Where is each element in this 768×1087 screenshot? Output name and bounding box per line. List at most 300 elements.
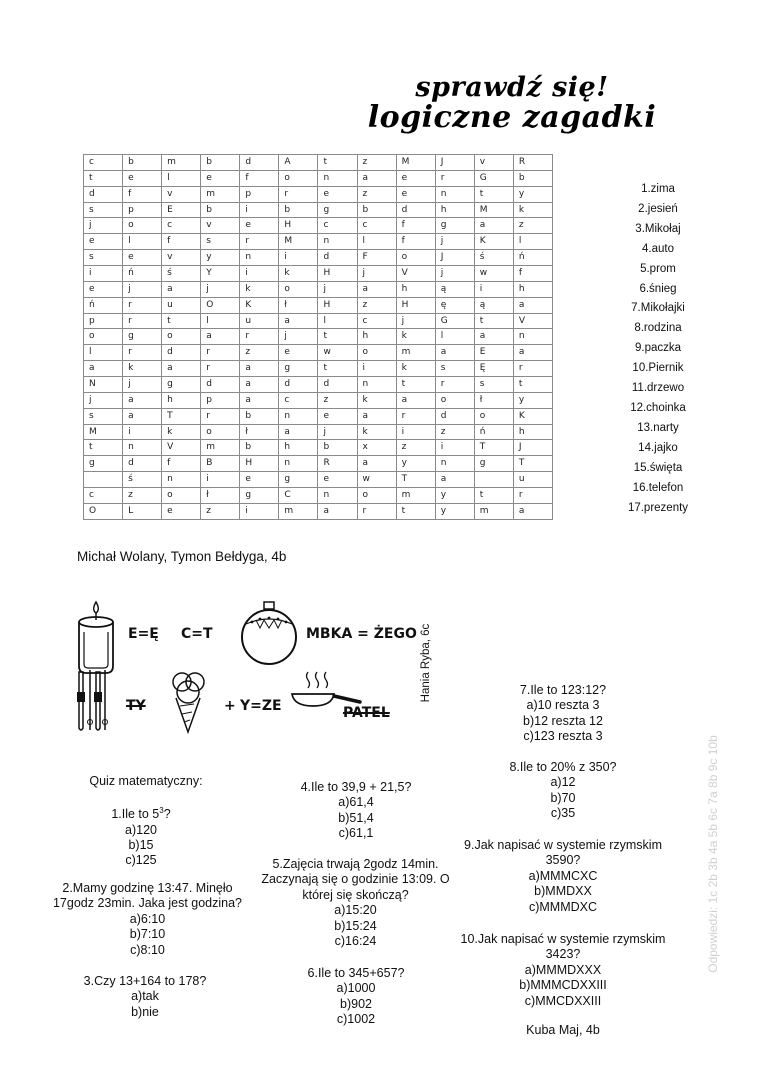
- grid-cell: e: [201, 170, 240, 186]
- grid-cell: r: [123, 297, 162, 313]
- grid-cell: d: [279, 377, 318, 393]
- grid-cell: a: [201, 329, 240, 345]
- grid-cell: J: [435, 155, 474, 171]
- grid-cell: p: [201, 392, 240, 408]
- grid-cell: ł: [474, 392, 513, 408]
- rebus-eq-mbka: MBKA = ŻEGO: [306, 626, 417, 642]
- grid-cell: d: [201, 377, 240, 393]
- grid-cell: l: [162, 170, 201, 186]
- grid-cell: c: [357, 218, 396, 234]
- grid-cell: l: [435, 329, 474, 345]
- grid-cell: ś: [162, 266, 201, 282]
- grid-cell: r: [123, 313, 162, 329]
- quiz-question-6: [286, 966, 426, 1028]
- grid-cell: a: [357, 456, 396, 472]
- grid-cell: t: [396, 377, 435, 393]
- grid-cell: ł: [279, 297, 318, 313]
- grid-cell: b: [357, 202, 396, 218]
- q9-line-2: 3590?: [545, 853, 581, 868]
- grid-row: [84, 250, 553, 266]
- grid-cell: H: [240, 456, 279, 472]
- grid-cell: f: [513, 266, 552, 282]
- grid-cell: e: [318, 472, 357, 488]
- word-list-item: 11.drzewo: [631, 382, 685, 395]
- grid-cell: o: [123, 218, 162, 234]
- grid-cell: v: [162, 250, 201, 266]
- grid-cell: r: [201, 408, 240, 424]
- bauble-icon: [240, 600, 298, 666]
- grid-cell: z: [123, 488, 162, 504]
- grid-cell: n: [240, 250, 279, 266]
- word-list-item: 4.auto: [642, 242, 674, 255]
- grid-cell: g: [435, 218, 474, 234]
- quiz-question-9: [448, 838, 678, 915]
- q2-answer-a: a)6:10: [129, 911, 166, 926]
- q10-answer-b: b)MMMCDXXIII: [519, 978, 607, 993]
- grid-row: [84, 186, 553, 202]
- q3-answer-b: b)nie: [131, 1004, 159, 1019]
- q4-text: 4.Ile to 39,9 + 21,5?: [300, 780, 412, 794]
- grid-row: [84, 297, 553, 313]
- grid-cell: s: [84, 408, 123, 424]
- grid-row: [84, 266, 553, 282]
- grid-cell: c: [84, 488, 123, 504]
- grid-cell: a: [279, 424, 318, 440]
- grid-cell: V: [513, 313, 552, 329]
- word-list-item: 17.prezenty: [627, 501, 689, 514]
- grid-cell: a: [474, 218, 513, 234]
- grid-cell: z: [396, 440, 435, 456]
- q2-line-2: 17godz 23min. Jaka jest godzina?: [52, 896, 242, 911]
- grid-cell: d: [162, 345, 201, 361]
- quiz-question-4: [276, 780, 436, 842]
- grid-cell: h: [162, 392, 201, 408]
- grid-cell: [474, 472, 513, 488]
- grid-cell: y: [396, 456, 435, 472]
- grid-cell: e: [123, 250, 162, 266]
- grid-cell: e: [123, 170, 162, 186]
- q8-text: 8.Ile to 20% z 350?: [509, 760, 617, 774]
- grid-cell: r: [240, 329, 279, 345]
- grid-row: [84, 234, 553, 250]
- grid-cell: l: [357, 234, 396, 250]
- grid-cell: h: [435, 202, 474, 218]
- grid-cell: m: [162, 155, 201, 171]
- grid-cell: k: [396, 329, 435, 345]
- grid-cell: e: [84, 281, 123, 297]
- grid-cell: a: [513, 297, 552, 313]
- quiz-question-10: [448, 932, 678, 1009]
- q10-answer-c: c)MMCDXXIII: [524, 993, 602, 1008]
- grid-cell: b: [201, 155, 240, 171]
- grid-cell: v: [201, 218, 240, 234]
- grid-cell: z: [240, 345, 279, 361]
- word-list-item: 9.paczka: [634, 342, 682, 355]
- grid-cell: d: [318, 250, 357, 266]
- grid-row: [84, 345, 553, 361]
- grid-cell: t: [396, 503, 435, 519]
- grid-cell: j: [123, 281, 162, 297]
- quiz-title: Quiz matematyczny:: [89, 774, 203, 788]
- grid-cell: t: [318, 155, 357, 171]
- q10-line-2: 3423?: [545, 947, 581, 962]
- grid-cell: m: [201, 440, 240, 456]
- q2-answer-b: b)7:10: [129, 927, 166, 942]
- grid-cell: a: [240, 377, 279, 393]
- grid-row: [84, 281, 553, 297]
- grid-cell: f: [396, 218, 435, 234]
- q3-text: 3.Czy 13+164 to 178?: [83, 974, 207, 988]
- grid-cell: b: [201, 202, 240, 218]
- grid-cell: u: [240, 313, 279, 329]
- quiz-question-8: [488, 760, 638, 822]
- grid-cell: i: [396, 424, 435, 440]
- grid-cell: O: [201, 297, 240, 313]
- answers-key: Odpowiedzi: 1c 2b 3b 4a 5b 6c 7a 8b 9c 10b: [706, 735, 720, 973]
- grid-cell: A: [279, 155, 318, 171]
- grid-cell: t: [474, 186, 513, 202]
- grid-cell: k: [162, 424, 201, 440]
- grid-cell: b: [318, 440, 357, 456]
- grid-cell: a: [240, 361, 279, 377]
- grid-cell: t: [474, 488, 513, 504]
- grid-cell: n: [513, 329, 552, 345]
- grid-cell: e: [318, 186, 357, 202]
- grid-cell: N: [84, 377, 123, 393]
- grid-cell: a: [279, 313, 318, 329]
- grid-cell: a: [396, 392, 435, 408]
- grid-cell: t: [513, 377, 552, 393]
- q8-answer-a: a)12: [550, 775, 576, 790]
- grid-cell: e: [396, 170, 435, 186]
- grid-cell: y: [201, 250, 240, 266]
- grid-cell: G: [474, 170, 513, 186]
- grid-cell: ś: [474, 250, 513, 266]
- word-list-item: 2.jesień: [638, 202, 678, 215]
- grid-cell: d: [240, 155, 279, 171]
- grid-cell: w: [357, 472, 396, 488]
- word-search-authors: Michał Wolany, Tymon Bełdyga, 4b: [77, 549, 287, 564]
- grid-row: [84, 440, 553, 456]
- word-list-item: 15.święta: [633, 461, 683, 474]
- word-list-item: 6.śnieg: [639, 282, 677, 295]
- grid-row: [84, 488, 553, 504]
- q5-answer-a: a)15:20: [334, 903, 377, 918]
- grid-cell: l: [201, 313, 240, 329]
- grid-cell: i: [435, 440, 474, 456]
- grid-cell: c: [279, 392, 318, 408]
- grid-row: [84, 329, 553, 345]
- rebus-author: Hania Ryba, 6c: [420, 623, 432, 703]
- grid-cell: t: [162, 313, 201, 329]
- q1-tail: ?: [163, 807, 171, 822]
- grid-cell: y: [435, 503, 474, 519]
- q5-answer-c: c)16:24: [334, 934, 377, 949]
- grid-cell: h: [396, 281, 435, 297]
- grid-cell: d: [435, 408, 474, 424]
- grid-cell: E: [474, 345, 513, 361]
- grid-cell: K: [513, 408, 552, 424]
- title-line-2: logiczne zagadki: [367, 100, 657, 135]
- q5-answer-b: b)15:24: [334, 918, 377, 933]
- rebus-strike-patel: PATEL: [343, 705, 390, 721]
- grid-row: [84, 170, 553, 186]
- grid-cell: [84, 472, 123, 488]
- grid-cell: n: [435, 186, 474, 202]
- grid-cell: a: [162, 281, 201, 297]
- grid-cell: a: [123, 408, 162, 424]
- ice-cream-icon: [168, 668, 208, 734]
- grid-cell: t: [84, 440, 123, 456]
- grid-cell: ń: [474, 424, 513, 440]
- grid-cell: z: [318, 392, 357, 408]
- skis-icon: [73, 668, 109, 734]
- grid-cell: n: [318, 488, 357, 504]
- grid-cell: ń: [84, 297, 123, 313]
- grid-row: [84, 424, 553, 440]
- grid-cell: m: [396, 345, 435, 361]
- grid-cell: v: [474, 155, 513, 171]
- grid-cell: o: [162, 488, 201, 504]
- grid-cell: y: [513, 186, 552, 202]
- grid-cell: s: [474, 377, 513, 393]
- grid-cell: e: [279, 345, 318, 361]
- grid-cell: k: [279, 266, 318, 282]
- grid-cell: b: [240, 440, 279, 456]
- grid-cell: t: [84, 170, 123, 186]
- grid-cell: j: [84, 392, 123, 408]
- grid-cell: n: [318, 170, 357, 186]
- rebus-strike-ty: TY: [126, 698, 146, 714]
- grid-cell: a: [474, 329, 513, 345]
- title-line-1: sprawdź się!: [415, 72, 609, 103]
- grid-cell: T: [396, 472, 435, 488]
- q7-text: 7.Ile to 123:12?: [519, 683, 607, 697]
- q9-line-1: 9.Jak napisać w systemie rzymskim: [464, 838, 662, 852]
- grid-cell: e: [162, 503, 201, 519]
- grid-cell: J: [513, 440, 552, 456]
- q10-answer-a: a)MMMDXXX: [524, 962, 602, 977]
- grid-cell: g: [123, 329, 162, 345]
- grid-cell: j: [435, 234, 474, 250]
- grid-cell: j: [357, 266, 396, 282]
- grid-cell: a: [318, 503, 357, 519]
- grid-cell: o: [84, 329, 123, 345]
- quiz-question-7: [488, 683, 638, 745]
- grid-cell: s: [201, 234, 240, 250]
- grid-cell: k: [357, 424, 396, 440]
- grid-cell: r: [240, 234, 279, 250]
- grid-cell: g: [84, 456, 123, 472]
- grid-cell: H: [318, 266, 357, 282]
- grid-cell: g: [240, 488, 279, 504]
- grid-cell: f: [396, 234, 435, 250]
- grid-cell: ń: [123, 266, 162, 282]
- grid-cell: H: [318, 297, 357, 313]
- grid-cell: l: [123, 234, 162, 250]
- grid-cell: s: [84, 250, 123, 266]
- grid-cell: i: [279, 250, 318, 266]
- grid-cell: J: [435, 250, 474, 266]
- grid-cell: a: [357, 170, 396, 186]
- grid-cell: t: [318, 329, 357, 345]
- grid-cell: Ę: [474, 361, 513, 377]
- grid-cell: j: [84, 218, 123, 234]
- q5-line-1: 5.Zajęcia trwają 2godz 14min.: [272, 857, 439, 871]
- grid-cell: i: [201, 472, 240, 488]
- q1-answer-c: c)125: [125, 853, 157, 868]
- grid-cell: f: [123, 186, 162, 202]
- grid-cell: z: [357, 186, 396, 202]
- grid-cell: M: [279, 234, 318, 250]
- grid-row: [84, 392, 553, 408]
- grid-cell: d: [318, 377, 357, 393]
- q4-answer-c: c)61,1: [338, 826, 374, 841]
- grid-cell: d: [123, 456, 162, 472]
- grid-cell: d: [84, 186, 123, 202]
- grid-cell: i: [123, 424, 162, 440]
- grid-cell: a: [513, 503, 552, 519]
- grid-cell: ś: [123, 472, 162, 488]
- grid-cell: r: [201, 361, 240, 377]
- grid-cell: a: [435, 472, 474, 488]
- quiz-question-1: [66, 803, 216, 869]
- grid-cell: z: [435, 424, 474, 440]
- grid-cell: o: [474, 408, 513, 424]
- grid-cell: a: [513, 345, 552, 361]
- grid-cell: n: [162, 472, 201, 488]
- grid-cell: E: [162, 202, 201, 218]
- grid-row: [84, 408, 553, 424]
- grid-cell: b: [279, 202, 318, 218]
- grid-cell: m: [474, 503, 513, 519]
- grid-row: [84, 218, 553, 234]
- grid-cell: ą: [474, 297, 513, 313]
- word-list-item: 12.choinka: [630, 401, 686, 414]
- quiz-question-5: [248, 857, 463, 949]
- grid-cell: h: [279, 440, 318, 456]
- grid-cell: K: [474, 234, 513, 250]
- q4-answer-a: a)61,4: [338, 795, 374, 810]
- q3-answer-a: a)tak: [131, 989, 159, 1004]
- grid-cell: o: [357, 345, 396, 361]
- word-list: [608, 180, 708, 518]
- grid-cell: o: [435, 392, 474, 408]
- grid-cell: T: [474, 440, 513, 456]
- q7-answer-a: a)10 reszta 3: [526, 698, 600, 713]
- grid-cell: Y: [201, 266, 240, 282]
- grid-cell: K: [240, 297, 279, 313]
- grid-cell: p: [123, 202, 162, 218]
- word-list-item: 13.narty: [637, 421, 679, 434]
- grid-cell: a: [123, 392, 162, 408]
- grid-cell: j: [123, 377, 162, 393]
- grid-cell: w: [474, 266, 513, 282]
- grid-row: [84, 155, 553, 171]
- grid-cell: i: [84, 266, 123, 282]
- grid-cell: O: [84, 503, 123, 519]
- grid-cell: u: [162, 297, 201, 313]
- rebus-plus: +: [224, 698, 236, 714]
- grid-cell: g: [474, 456, 513, 472]
- grid-cell: a: [162, 361, 201, 377]
- grid-cell: k: [123, 361, 162, 377]
- grid-cell: i: [240, 503, 279, 519]
- quiz-question-2: [45, 881, 250, 958]
- grid-cell: r: [435, 377, 474, 393]
- grid-cell: ą: [435, 281, 474, 297]
- grid-cell: ł: [240, 424, 279, 440]
- grid-cell: g: [318, 202, 357, 218]
- q2-answer-c: c)8:10: [130, 942, 165, 957]
- grid-cell: n: [435, 456, 474, 472]
- q10-line-1: 10.Jak napisać w systemie rzymskim: [460, 932, 666, 946]
- grid-cell: l: [318, 313, 357, 329]
- grid-cell: m: [201, 186, 240, 202]
- grid-cell: o: [396, 250, 435, 266]
- quiz-author: Kuba Maj, 4b: [526, 1023, 600, 1037]
- grid-cell: h: [513, 424, 552, 440]
- q1-answer-a: a)120: [125, 822, 157, 837]
- grid-cell: M: [474, 202, 513, 218]
- candle-jar-icon: [72, 598, 122, 678]
- grid-cell: T: [162, 408, 201, 424]
- grid-cell: F: [357, 250, 396, 266]
- grid-cell: r: [279, 186, 318, 202]
- grid-cell: o: [357, 488, 396, 504]
- grid-cell: g: [279, 361, 318, 377]
- grid-cell: t: [474, 313, 513, 329]
- grid-cell: v: [162, 186, 201, 202]
- grid-cell: n: [279, 408, 318, 424]
- q1-text: 1.Ile to 5: [111, 807, 160, 822]
- grid-cell: H: [396, 297, 435, 313]
- grid-cell: ł: [201, 488, 240, 504]
- q9-answer-c: c)MMMDXC: [528, 899, 598, 914]
- q5-line-2: Zaczynają się o godzinie 13:09. O: [261, 872, 450, 887]
- grid-cell: n: [357, 377, 396, 393]
- grid-cell: g: [279, 472, 318, 488]
- grid-cell: z: [513, 218, 552, 234]
- grid-cell: B: [201, 456, 240, 472]
- q5-line-3: której się skończą?: [302, 887, 409, 902]
- grid-cell: y: [513, 392, 552, 408]
- grid-cell: k: [513, 202, 552, 218]
- grid-cell: s: [84, 202, 123, 218]
- q6-answer-b: b)902: [340, 996, 372, 1011]
- grid-cell: o: [162, 329, 201, 345]
- q4-answer-b: b)51,4: [338, 810, 374, 825]
- rebus-eq-c: C=T: [181, 626, 213, 642]
- grid-cell: H: [279, 218, 318, 234]
- grid-row: [84, 503, 553, 519]
- grid-cell: e: [84, 234, 123, 250]
- grid-cell: w: [318, 345, 357, 361]
- grid-cell: j: [318, 424, 357, 440]
- grid-cell: d: [396, 202, 435, 218]
- grid-cell: V: [162, 440, 201, 456]
- grid-cell: k: [396, 361, 435, 377]
- grid-cell: y: [435, 488, 474, 504]
- grid-cell: u: [513, 472, 552, 488]
- word-search-grid: [83, 154, 553, 520]
- word-list-item: 3.Mikołaj: [635, 222, 681, 235]
- grid-cell: n: [279, 456, 318, 472]
- word-list-item: 7.Mikołajki: [631, 302, 685, 315]
- grid-cell: r: [201, 345, 240, 361]
- grid-cell: r: [396, 408, 435, 424]
- grid-cell: i: [357, 361, 396, 377]
